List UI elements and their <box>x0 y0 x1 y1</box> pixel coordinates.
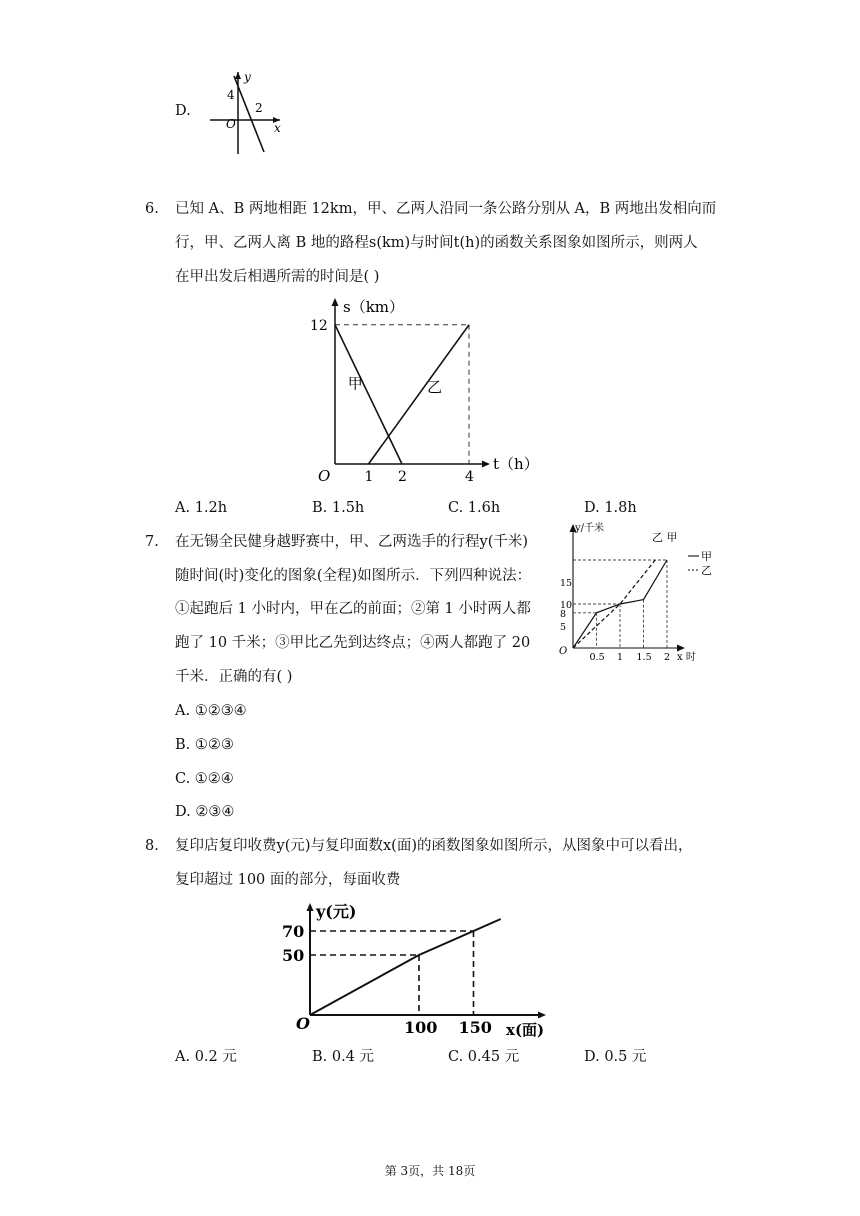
c1-y-arrow <box>332 298 339 306</box>
q7-option-c: C. ①②④ <box>175 771 234 787</box>
c1-series-label-jia: 甲 <box>347 374 363 393</box>
q7-number: 7. <box>145 534 159 550</box>
q8-option-b: B. 0.4 元 <box>312 1049 375 1065</box>
q7-line1: 在无锡全民健身越野赛中，甲、乙两选手的行程y(千米) <box>175 534 529 550</box>
q5-y-arrow <box>235 72 241 79</box>
c2-x-arrow <box>677 645 685 652</box>
c2-x-tick-2: 2 <box>664 652 671 663</box>
c2-x-tick-1: 1 <box>617 652 624 663</box>
c2-legend-label-yi: 乙 <box>701 564 712 577</box>
q5-y-label: y <box>244 70 251 84</box>
c1-x-arrow <box>482 461 490 468</box>
q6-option-b: B. 1.5h <box>312 500 365 516</box>
c3-y-tick-50: 50 <box>282 946 305 965</box>
c3-y-axis-label: y(元) <box>316 902 357 921</box>
c1-origin: O <box>318 467 331 485</box>
c1-x-axis-label: t（h） <box>493 455 539 473</box>
c1-x-tick-2: 2 <box>398 469 407 485</box>
c3-series-line <box>310 919 501 1015</box>
q7-line4: 跑了 10 千米；③甲比乙先到达终点；④两人都跑了 20 <box>175 635 531 651</box>
q5-x-label: x <box>274 121 281 135</box>
q6-chart <box>300 292 550 492</box>
c3-origin: O <box>296 1014 310 1033</box>
q6-option-c: C. 1.6h <box>448 500 501 516</box>
q7-option-d: D. ②③④ <box>175 804 235 820</box>
c2-y-tick-10: 10 <box>560 600 573 611</box>
c3-x-tick-150: 150 <box>458 1018 492 1037</box>
c2-y-tick-5: 5 <box>560 622 567 633</box>
c1-y-tick-12: 12 <box>310 317 328 334</box>
c3-x-tick-100: 100 <box>404 1018 438 1037</box>
c2-top-labels: 乙 甲 <box>652 531 678 544</box>
c3-x-arrow <box>538 1012 546 1019</box>
q8-line2: 复印超过 100 面的部分，每面收费 <box>175 872 401 888</box>
q8-option-d: D. 0.5 元 <box>584 1049 647 1065</box>
c1-x-tick-4: 4 <box>465 469 474 485</box>
c3-y-arrow <box>307 903 314 911</box>
page-footer: 第 3页，共 18页 <box>384 1164 476 1178</box>
q8-chart <box>270 895 560 1040</box>
q6-number: 6. <box>145 201 159 217</box>
c2-y-axis-label: y/千米 <box>575 523 605 534</box>
c1-series-yi <box>369 325 470 464</box>
q7-line2: 随时间(时)变化的图象(全程)如图所示．下列四种说法： <box>175 568 532 584</box>
q7-line3: ①起跑后 1 小时内，甲在乙的前面；②第 1 小时两人都 <box>175 601 531 617</box>
q8-option-c: C. 0.45 元 <box>448 1049 520 1065</box>
c2-x-tick-1.5: 1.5 <box>636 652 652 663</box>
c2-y-tick-8: 8 <box>560 608 567 620</box>
c3-x-axis-label: x(面) <box>506 1021 545 1039</box>
q8-line1: 复印店复印收费y(元)与复印面数x(面)的函数图象如图所示，从图象中可以看出， <box>175 838 693 854</box>
q7-line5: 千米．正确的有( ) <box>175 669 293 685</box>
c2-origin: O <box>559 646 568 657</box>
q7-option-b: B. ①②③ <box>175 737 234 753</box>
q6-line3: 在甲出发后相遇所需的时间是( ) <box>175 269 380 285</box>
q5-y-intercept: 4 <box>227 88 235 102</box>
q8-option-a: A. 0.2 元 <box>175 1049 237 1065</box>
c1-series-label-yi: 乙 <box>427 378 443 397</box>
c2-y-tick-15: 15 <box>560 578 573 589</box>
c2-legend-label-jia: 甲 <box>701 550 712 563</box>
c1-x-tick-1: 1 <box>364 469 374 485</box>
q6-line1: 已知 A、B 两地相距 12km，甲、乙两人沿同一条公路分别从 A，B 两地出发相向而 <box>175 201 717 217</box>
q5-option-d-graph <box>200 66 290 156</box>
q5-option-d-label: D. <box>175 103 191 119</box>
c3-y-tick-70: 70 <box>282 922 305 941</box>
q7-chart <box>555 518 725 666</box>
c2-x-axis-label: x 时 <box>677 652 696 663</box>
q5-x-intercept: 2 <box>255 101 263 115</box>
q8-number: 8. <box>145 838 159 854</box>
c1-y-axis-label: s（km） <box>343 298 405 316</box>
q6-option-d: D. 1.8h <box>584 500 637 516</box>
c1-series-jia <box>335 325 402 464</box>
q7-option-a: A. ①②③④ <box>175 703 247 719</box>
q6-line2: 行，甲、乙两人离 B 地的路程s(km)与时间t(h)的函数关系图象如图所示，则两人 <box>175 235 698 251</box>
q6-option-a: A. 1.2h <box>175 500 228 516</box>
c2-x-tick-0.5: 0.5 <box>589 652 605 663</box>
q5-origin: O <box>226 117 236 131</box>
